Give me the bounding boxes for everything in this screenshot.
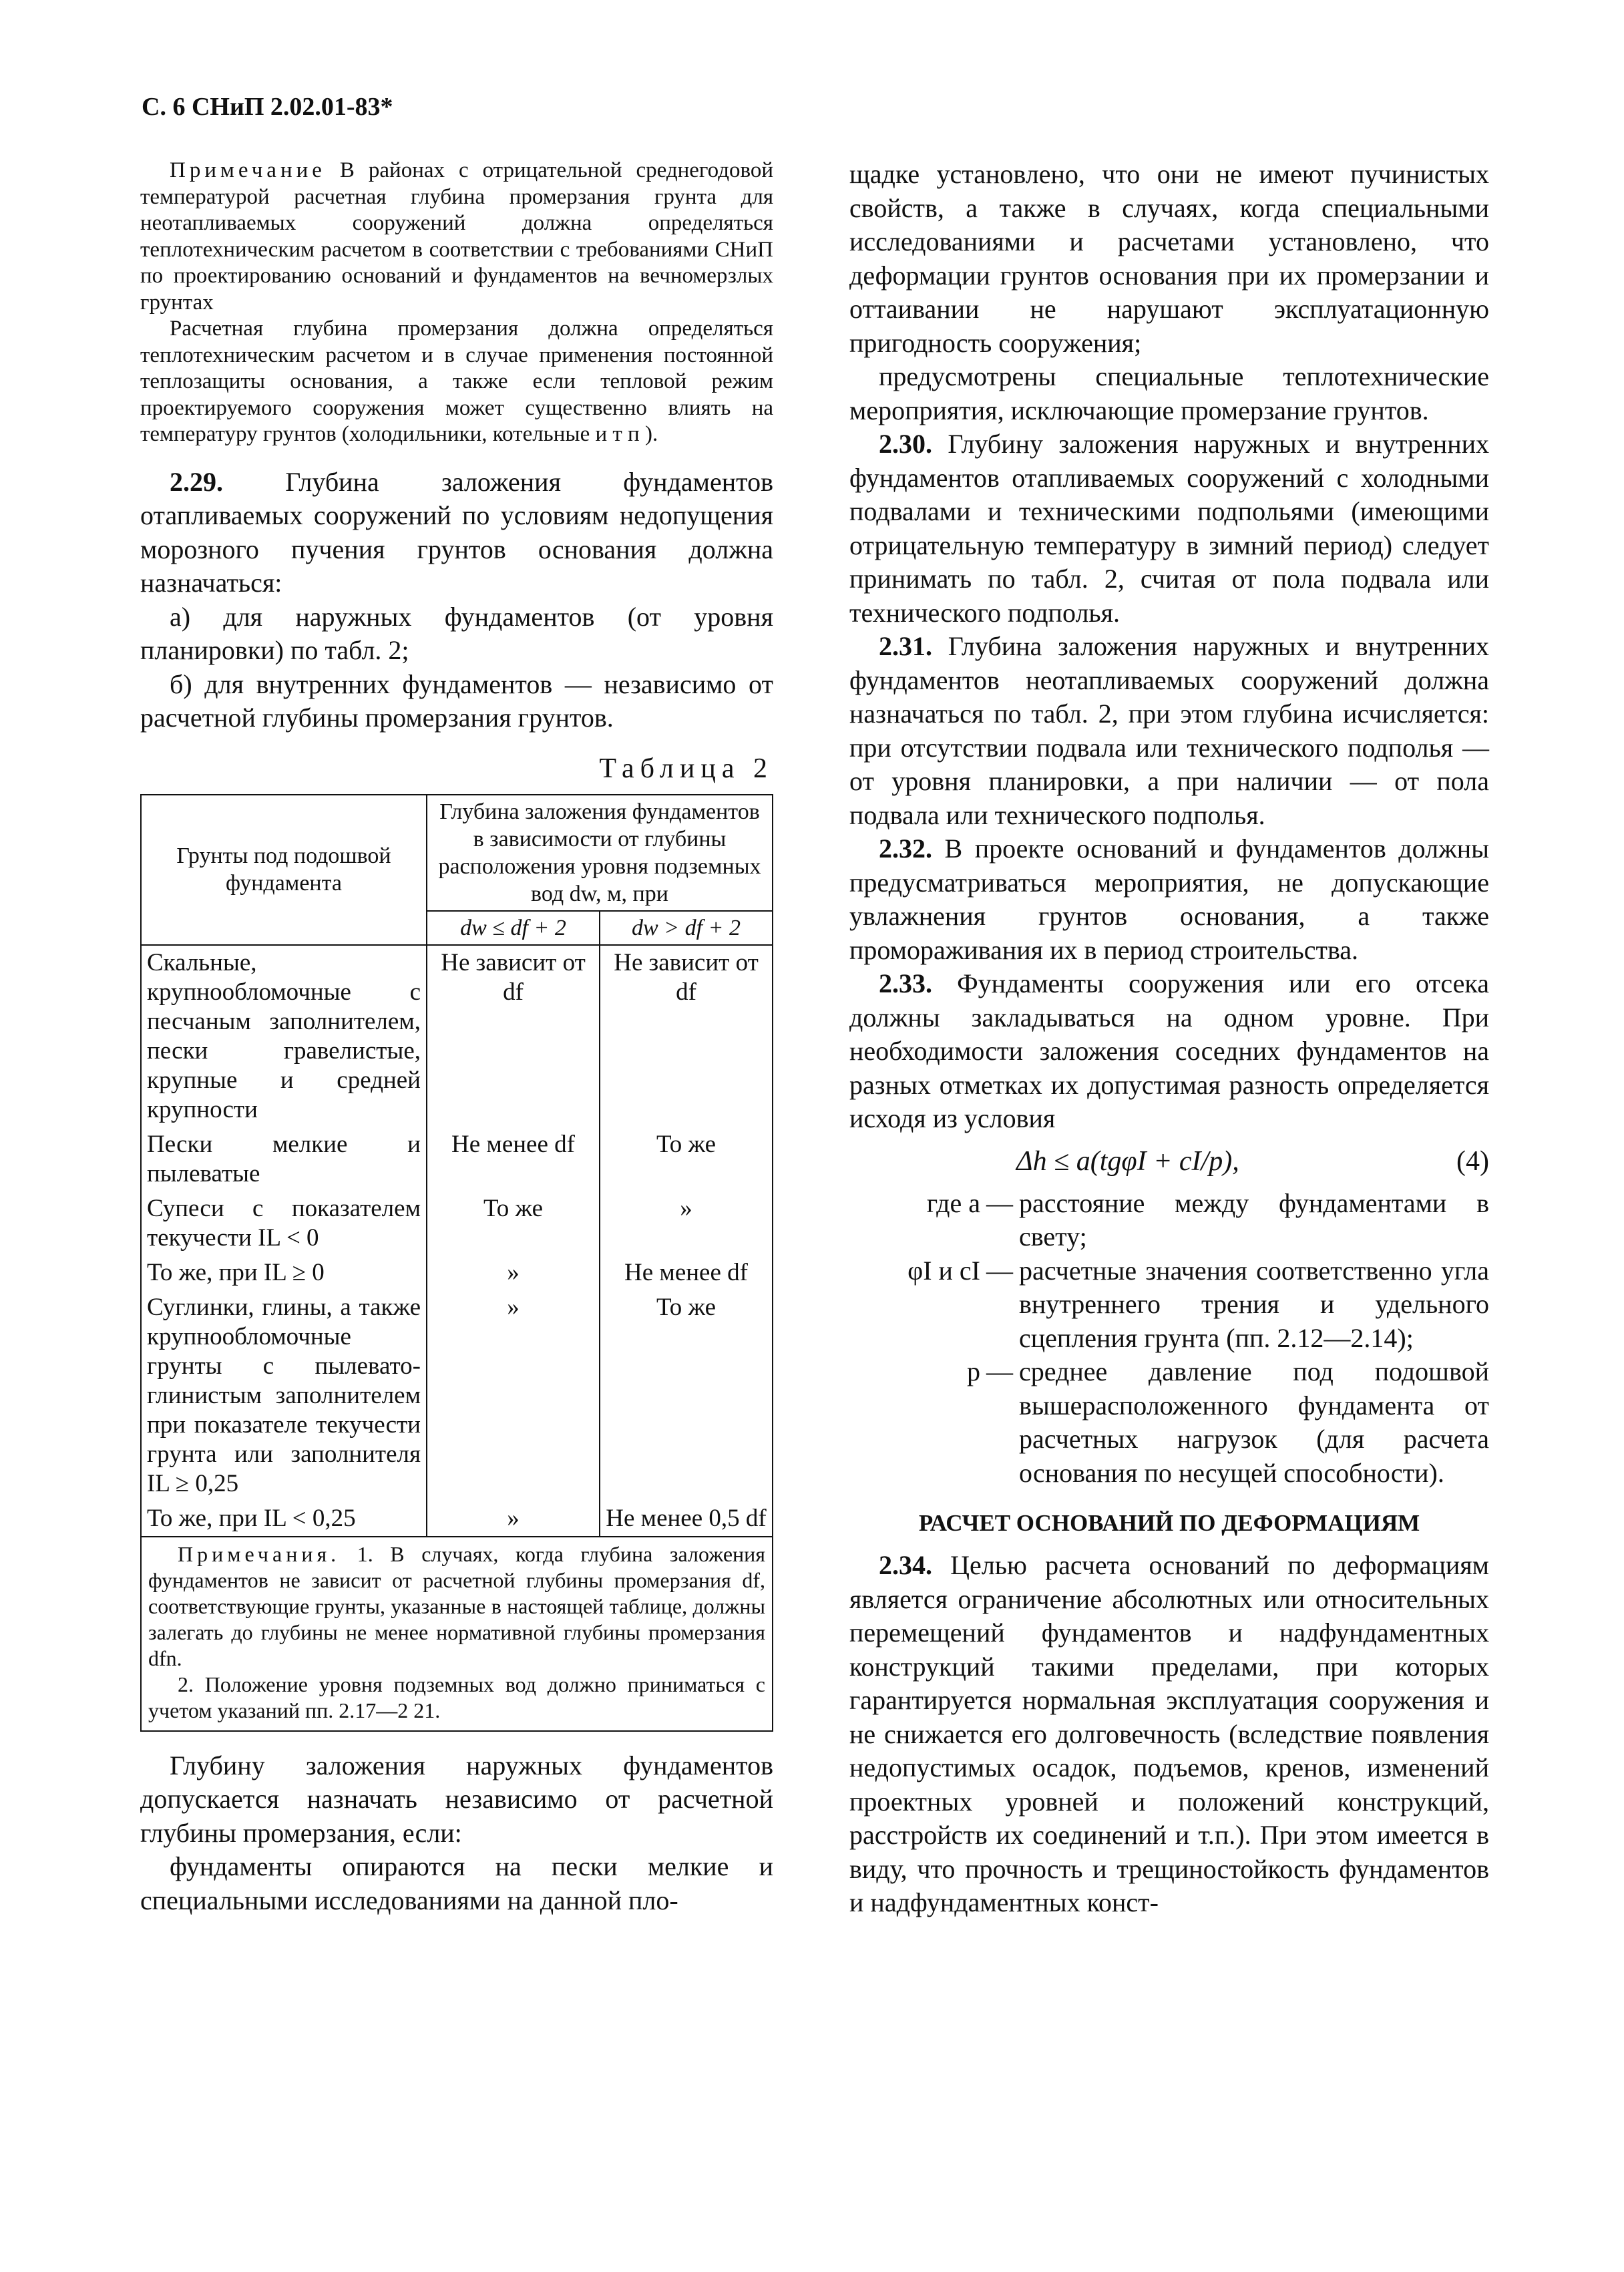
definition-item: где a — расстояние между фундаментами в свету;: [849, 1187, 1489, 1254]
after-table-text: [140, 1749, 773, 1918]
continuation: [849, 158, 1489, 1136]
table-cell-soil: Пески мелкие и пылеватые: [141, 1127, 427, 1191]
clause-number: 2.31.: [879, 631, 932, 661]
clause-number: 2.29.: [170, 466, 223, 497]
clause-text: Глубина заложения наружных и внутренних фундаментов неотапливаемых сооружений должна назначаться по табл. 2, при этом глубина исчисляется: при отсутствии подвала или технического подполья — от уровня планировки, а при наличии — от пола подвала или технического подполья.: [849, 631, 1490, 830]
table-cell-value-1: »: [427, 1256, 600, 1290]
table-cell-value-1: »: [427, 1501, 600, 1537]
page-header: С. 6 СНиП 2.02.01-83*: [142, 93, 393, 121]
note-label: Примечание: [170, 158, 326, 182]
section-title: РАСЧЕТ ОСНОВАНИЙ ПО ДЕФОРМАЦИЯМ: [918, 1510, 1420, 1536]
clause-item-a: а) для наружных фундаментов (от уровня планировки) по табл. 2;: [140, 601, 773, 665]
clause-text: Фундаменты сооружения или его отсека должны закладываться на одном уровне. При необходимости заложения соседних фундаментов на разных отметках их допустимая разность определяется исходя из условия: [849, 968, 1490, 1133]
definition-symbol: φI и cI: [907, 1255, 980, 1286]
table-cell-value-2: Не зависит от df: [600, 945, 773, 1127]
table-notes: [140, 1537, 773, 1732]
continuation-paragraph-2: предусмотрены специальные теплотехнические мероприятия, исключающие промерзание грунтов.: [849, 361, 1489, 425]
after-table-paragraph-1: Глубину заложения наружных фундаментов допускается назначать независимо от расчетной глубины промерзания, если:: [140, 1750, 773, 1848]
note-paragraph-2: Расчетная глубина промерзания должна определяться теплотехническим расчетом и в случае применения постоянной теплозащиты основания, а также если тепловой режим проектируемого сооружения может существенно влиять на температуру грунтов (холодильники, котельные и т п ).: [140, 317, 773, 446]
table-row: [141, 1127, 773, 1191]
continuation-paragraph-1: щадке установлено, что они не имеют пучинистых свойств, а также в случаях, когда специальными исследованиями и расчетами установлено, что деформации грунтов основания при их промерзании и оттаивании не нарушают эксплуатационную пригодность сооружения;: [849, 159, 1489, 358]
table-caption: Таблица 2: [599, 753, 773, 784]
definition-text: расстояние между фундаментами в свету;: [1019, 1187, 1489, 1252]
table-row: [141, 1290, 773, 1501]
table-row: [141, 1256, 773, 1290]
clause-text: В проекте оснований и фундаментов должны предусматриваться мероприятия, не допускающие увлажнения грунтов основания, а также промораживания их в период строительства.: [849, 833, 1489, 965]
clause-2-29: [140, 465, 773, 735]
table-header-sub1: dw ≤ df + 2: [427, 911, 600, 945]
note-block: [140, 158, 773, 448]
table-cell-value-1: То же: [427, 1191, 600, 1256]
clause-text: Глубина заложения фундаментов отапливаемых сооружений по условиям недопущения морозного пучения грунтов основания должна назначаться:: [140, 466, 773, 598]
table-row: [141, 945, 773, 1127]
left-column: [140, 158, 773, 1917]
table-header-depth: Глубина заложения фундаментов в зависимости от глубины расположения уровня подземных вод dw, м, при: [427, 795, 773, 911]
table-row: [141, 1501, 773, 1537]
frost-depth-table: [140, 794, 773, 1537]
clause-2-33: [849, 967, 1489, 1136]
table-header-soil: Грунты под подошвой фундамента: [141, 795, 427, 945]
clause-2-32: [849, 832, 1489, 967]
clause-item-b: б) для внутренних фундаментов — независимо от расчетной глубины промерзания грунтов.: [140, 669, 773, 733]
table-header-sub2: dw > df + 2: [600, 911, 773, 945]
after-table-paragraph-2: фундаменты опираются на пески мелкие и специальными исследованиями на данной пло-: [140, 1851, 773, 1915]
table-cell-value-1: »: [427, 1290, 600, 1501]
clause-2-31: [849, 630, 1489, 832]
formula-4: [849, 1145, 1489, 1177]
formula-number: (4): [1456, 1145, 1489, 1177]
table-note-1: 1. В случаях, когда глубина заложения фундаментов не зависит от расчетной глубины промерзания df, соответствующие грунты, указанные в настоящей таблице, должны залегать до глубины не менее нормативной глубины промерзания dfn.: [148, 1541, 766, 1670]
clause-text: Целью расчета оснований по деформациям является ограничение абсолютных или относительных перемещений фундаментов и надфундаментных конструкций такими пределами, при которых гарантируется нормальная эксплуатация сооружения и не снижается его долговечность (вследствие появления недопустимых осадок, подъемов, кренов, изменений проектных уровней и положений конструкций, расстройств их соединений и т.п.). При этом имеется в виду, что прочность и трещиностойкость фундаментов и надфундаментных конст-: [849, 1550, 1489, 1917]
definition-text: расчетные значения соответственно угла внутреннего трения и удельного сцепления грунта (пп. 2.12—2.14);: [1019, 1255, 1489, 1353]
clause-text: Глубину заложения наружных и внутренних фундаментов отапливаемых сооружений с холодными подвалами и техническими подпольями (имеющими отрицательную температуру в зимний период) следует принимать по табл. 2, считая от пола подвала или технического подполья.: [849, 429, 1490, 628]
table-cell-value-2: Не менее df: [600, 1256, 773, 1290]
table-cell-value-1: Не зависит от df: [427, 945, 600, 1127]
clause-number: 2.34.: [879, 1550, 932, 1580]
table-cell-soil: То же, при IL ≥ 0: [141, 1256, 427, 1290]
table-cell-value-2: То же: [600, 1127, 773, 1191]
definition-item: p — среднее давление под подошвой вышерасположенного фундамента от расчетных нагрузок (для расчета основания по несущей способности).: [849, 1355, 1489, 1490]
definition-item: φI и cI — расчетные значения соответственно угла внутреннего трения и удельного сцепления грунта (пп. 2.12—2.14);: [849, 1254, 1489, 1356]
clause-number: 2.32.: [879, 833, 932, 864]
table-cell-value-2: »: [600, 1191, 773, 1256]
clause-number: 2.30.: [879, 429, 932, 459]
formula-expression: Δh ≤ a(tgφI + cI/p),: [1016, 1145, 1239, 1177]
definition-symbol: где a: [926, 1187, 980, 1218]
clause-2-34: [849, 1549, 1489, 1920]
table-row: [141, 1191, 773, 1256]
table-cell-value-2: То же: [600, 1290, 773, 1501]
formula-definitions: [849, 1187, 1489, 1491]
right-column: [849, 158, 1489, 1920]
table-note-2: 2. Положение уровня подземных вод должно приниматься с учетом указаний пп. 2.17—2 21.: [148, 1672, 765, 1722]
table-cell-soil: То же, при IL < 0,25: [141, 1501, 427, 1537]
table-cell-soil: Супеси с показателем текучести IL < 0: [141, 1191, 427, 1256]
note-paragraph-1: В районах с отрицательной среднегодовой температурой расчетная глубина промерзания грунта для неотапливаемых сооружений должна определяться теплотехническим расчетом в соответствии с требованиями СНиП по проектированию оснований и фундаментов на вечномерзлых грунтах: [140, 158, 773, 315]
definition-symbol: p: [967, 1356, 980, 1386]
table-cell-value-2: Не менее 0,5 df: [600, 1501, 773, 1537]
table-notes-label: Примечания.: [178, 1541, 341, 1566]
table-cell-soil: Скальные, крупнообломочные с песчаным заполнителем, пески гравелистые, крупные и средней крупности: [141, 945, 427, 1127]
table-cell-value-1: Не менее df: [427, 1127, 600, 1191]
clause-2-30: [849, 427, 1489, 630]
clause-number: 2.33.: [879, 968, 932, 998]
table-cell-soil: Суглинки, глины, а также крупнообломочные грунты с пылевато-глинистым заполнителем при показателе текучести грунта или заполнителя IL ≥ 0,25: [141, 1290, 427, 1501]
definition-text: среднее давление под подошвой вышерасположенного фундамента от расчетных нагрузок (для расчета основания по несущей способности).: [1019, 1356, 1489, 1488]
